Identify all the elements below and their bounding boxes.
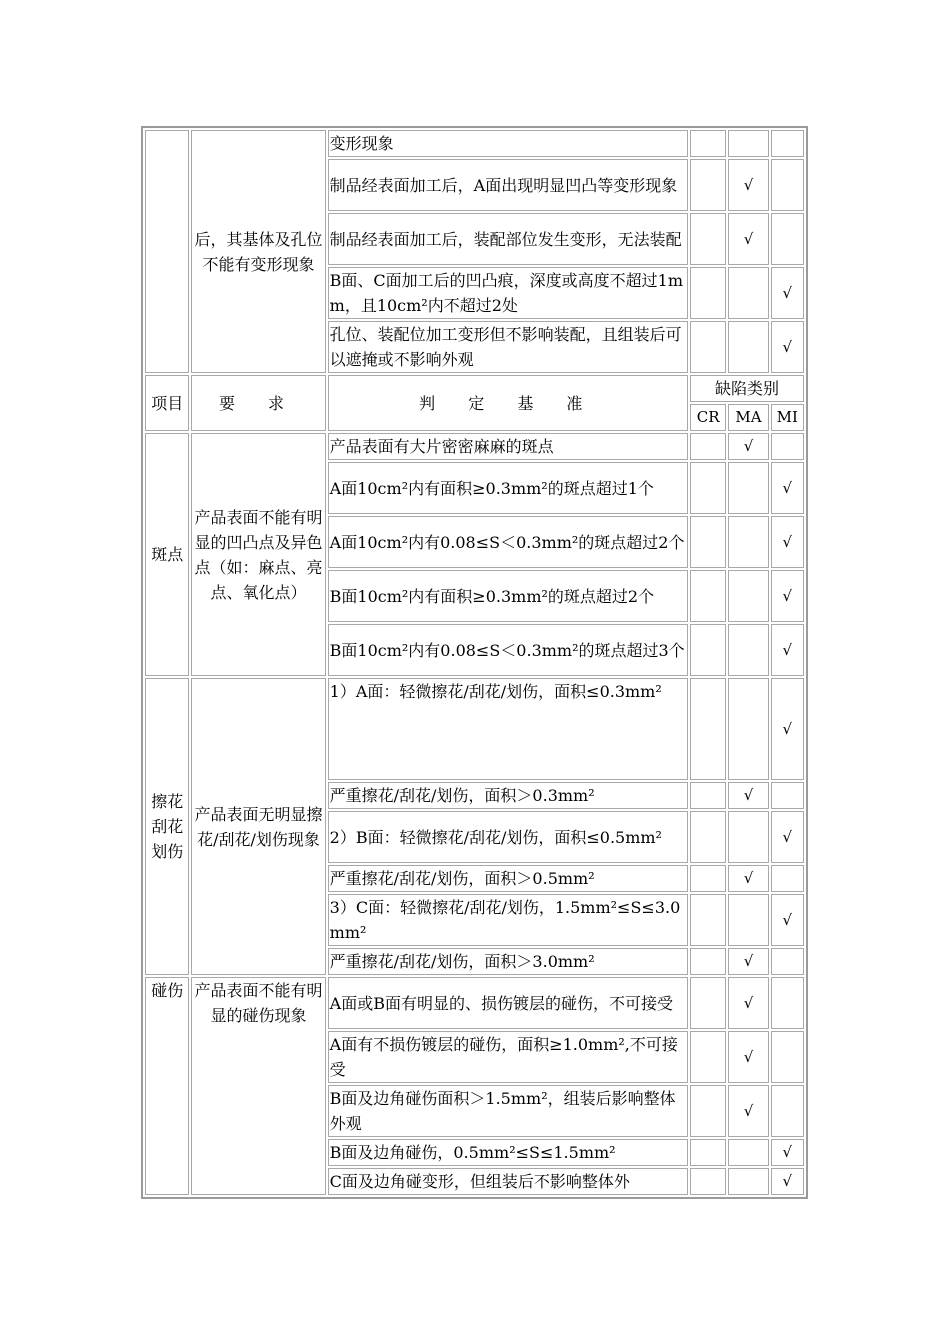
table-row xyxy=(145,678,804,780)
inspection-criteria-table xyxy=(141,126,808,1199)
mi-cell xyxy=(771,1085,804,1137)
cr-cell xyxy=(690,321,726,373)
ma-cell xyxy=(728,267,768,319)
criterion-cell: A面10cm²内有面积≥0.3mm²的斑点超过1个 xyxy=(328,462,688,514)
mi-cell xyxy=(771,433,804,460)
cr-cell xyxy=(690,894,726,946)
mi-cell xyxy=(771,159,804,211)
criterion-cell: 严重擦花/刮花/划伤，面积＞3.0mm² xyxy=(328,948,688,975)
requirement-cell: 后，其基体及孔位不能有变形现象 xyxy=(191,130,325,373)
item-cell-scratches: 擦花刮花划伤 xyxy=(145,678,189,975)
ma-cell xyxy=(728,624,768,676)
criterion-cell: 变形现象 xyxy=(328,130,688,157)
mi-cell: √ xyxy=(771,1168,804,1195)
header-row xyxy=(145,375,804,402)
criterion-cell: 2）B面：轻微擦花/刮花/划伤，面积≤0.5mm² xyxy=(328,811,688,863)
ma-cell: √ xyxy=(728,1031,768,1083)
cr-cell xyxy=(690,1139,726,1166)
cr-cell xyxy=(690,1085,726,1137)
ma-cell xyxy=(728,516,768,568)
header-cr: CR xyxy=(690,404,726,431)
mi-cell: √ xyxy=(771,678,804,780)
criterion-cell: A面或B面有明显的、损伤镀层的碰伤，不可接受 xyxy=(328,977,688,1029)
mi-cell: √ xyxy=(771,462,804,514)
ma-cell: √ xyxy=(728,1085,768,1137)
ma-cell: √ xyxy=(728,159,768,211)
criterion-cell: 制品经表面加工后，装配部位发生变形，无法装配 xyxy=(328,213,688,265)
cr-cell xyxy=(690,267,726,319)
mi-cell xyxy=(771,213,804,265)
mi-cell: √ xyxy=(771,1139,804,1166)
mi-cell xyxy=(771,948,804,975)
item-cell-empty xyxy=(145,130,189,373)
requirement-cell: 产品表面不能有明显的凹凸点及异色点（如：麻点、亮点、氧化点） xyxy=(191,433,325,676)
criterion-cell: 制品经表面加工后，A面出现明显凹凸等变形现象 xyxy=(328,159,688,211)
ma-cell xyxy=(728,1139,768,1166)
ma-cell: √ xyxy=(728,213,768,265)
cr-cell xyxy=(690,570,726,622)
mi-cell: √ xyxy=(771,570,804,622)
criterion-cell: A面有不损伤镀层的碰伤，面积≥1.0mm²,不可接受 xyxy=(328,1031,688,1083)
header-criterion: 判 定 基 准 xyxy=(328,375,688,431)
header-requirement: 要 求 xyxy=(191,375,325,431)
cr-cell xyxy=(690,624,726,676)
criterion-cell: B面10cm²内有面积≥0.3mm²的斑点超过2个 xyxy=(328,570,688,622)
mi-cell: √ xyxy=(771,624,804,676)
ma-cell xyxy=(728,321,768,373)
cr-cell xyxy=(690,516,726,568)
table-row xyxy=(145,433,804,460)
cr-cell xyxy=(690,948,726,975)
mi-cell xyxy=(771,977,804,1029)
ma-cell: √ xyxy=(728,977,768,1029)
cr-cell xyxy=(690,977,726,1029)
table-row xyxy=(145,977,804,1029)
item-cell-dents: 碰伤 xyxy=(145,977,189,1195)
mi-cell xyxy=(771,1031,804,1083)
cr-cell xyxy=(690,433,726,460)
mi-cell: √ xyxy=(771,811,804,863)
ma-cell: √ xyxy=(728,433,768,460)
mi-cell xyxy=(771,130,804,157)
cr-cell xyxy=(690,213,726,265)
criterion-cell: B面10cm²内有0.08≤S＜0.3mm²的斑点超过3个 xyxy=(328,624,688,676)
ma-cell xyxy=(728,1168,768,1195)
cr-cell xyxy=(690,865,726,892)
header-ma: MA xyxy=(728,404,768,431)
ma-cell: √ xyxy=(728,782,768,809)
criterion-cell: 严重擦花/刮花/划伤，面积＞0.3mm² xyxy=(328,782,688,809)
cr-cell xyxy=(690,782,726,809)
criterion-cell: B面、C面加工后的凹凸痕，深度或高度不超过1mm，且10cm²内不超过2处 xyxy=(328,267,688,319)
criterion-cell: B面及边角碰伤面积＞1.5mm²，组装后影响整体外观 xyxy=(328,1085,688,1137)
header-mi: MI xyxy=(771,404,804,431)
ma-cell: √ xyxy=(728,948,768,975)
mi-cell: √ xyxy=(771,516,804,568)
cr-cell xyxy=(690,1031,726,1083)
criterion-cell: 1）A面：轻微擦花/刮花/划伤，面积≤0.3mm² xyxy=(328,678,688,780)
ma-cell xyxy=(728,130,768,157)
mi-cell xyxy=(771,782,804,809)
mi-cell: √ xyxy=(771,321,804,373)
cr-cell xyxy=(690,462,726,514)
criterion-cell: 产品表面有大片密密麻麻的斑点 xyxy=(328,433,688,460)
ma-cell xyxy=(728,811,768,863)
item-cell-spots: 斑点 xyxy=(145,433,189,676)
ma-cell xyxy=(728,570,768,622)
mi-cell: √ xyxy=(771,894,804,946)
criterion-cell: B面及边角碰伤，0.5mm²≤S≤1.5mm² xyxy=(328,1139,688,1166)
criterion-cell: 严重擦花/刮花/划伤，面积＞0.5mm² xyxy=(328,865,688,892)
criterion-cell: 孔位、装配位加工变形但不影响装配，且组装后可以遮掩或不影响外观 xyxy=(328,321,688,373)
ma-cell xyxy=(728,462,768,514)
cr-cell xyxy=(690,130,726,157)
criteria-grid xyxy=(143,128,806,1197)
mi-cell xyxy=(771,865,804,892)
ma-cell xyxy=(728,678,768,780)
ma-cell: √ xyxy=(728,865,768,892)
header-item: 项目 xyxy=(145,375,189,431)
table-row xyxy=(145,130,804,157)
cr-cell xyxy=(690,159,726,211)
criterion-cell: C面及边角碰变形，但组装后不影响整体外 xyxy=(328,1168,688,1195)
criterion-cell: 3）C面：轻微擦花/刮花/划伤，1.5mm²≤S≤3.0mm² xyxy=(328,894,688,946)
ma-cell xyxy=(728,894,768,946)
header-defect-class: 缺陷类别 xyxy=(690,375,804,402)
cr-cell xyxy=(690,678,726,780)
cr-cell xyxy=(690,811,726,863)
cr-cell xyxy=(690,1168,726,1195)
requirement-cell: 产品表面不能有明显的碰伤现象 xyxy=(191,977,325,1195)
criterion-cell: A面10cm²内有0.08≤S＜0.3mm²的斑点超过2个 xyxy=(328,516,688,568)
requirement-cell: 产品表面无明显擦花/刮花/划伤现象 xyxy=(191,678,325,975)
mi-cell: √ xyxy=(771,267,804,319)
